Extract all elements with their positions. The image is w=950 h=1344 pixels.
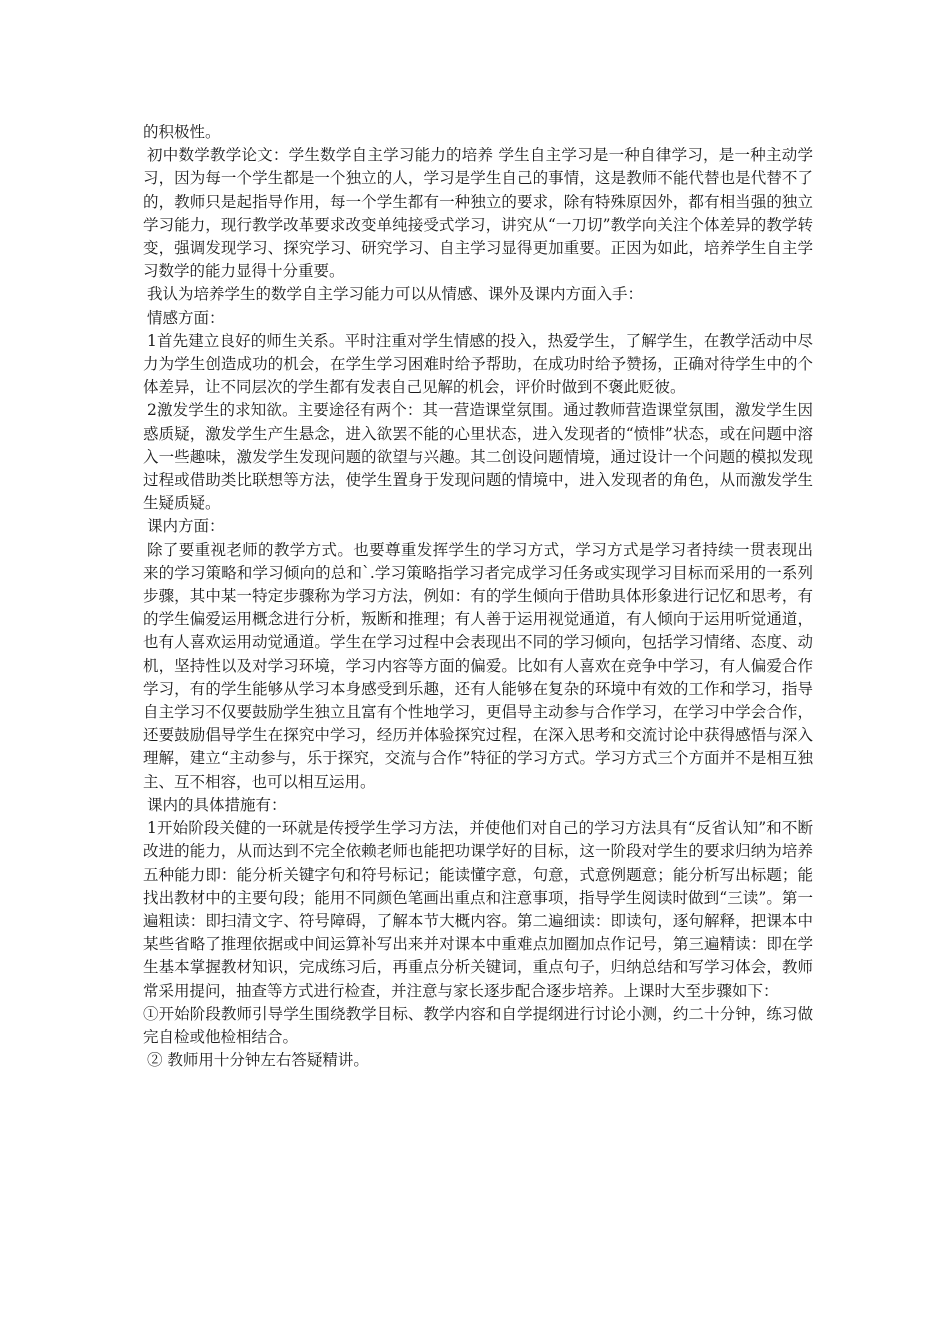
- paragraph-emotion-2: 2激发学生的求知欲。主要途径有两个：其一营造课堂氛围。通过教师营造课堂氛围，激发学生因惑质疑，激发学生产生悬念，进入欲罢不能的心里状态，进入发现者的“愤悱”状态，或在问题中溶入一些趣味，激发学生发现问题的欲望与兴趣。其二创设问题情境，通过设计一个问题的模拟发现过程或借助类比联想等方法，使学生置身于发现问题的情境中，进入发现者的角色，从而激发学生生疑质疑。: [143, 401, 813, 513]
- document-body: [143, 121, 813, 1072]
- paragraph-step-1: ①开始阶段教师引导学生围绕教学目标、教学内容和自学提纲进行讨论小测，约二十分钟，练习做完自检或他检相结合。: [143, 1004, 813, 1046]
- paragraph-step-2: ② 教师用十分钟左右答疑精讲。: [147, 1051, 369, 1070]
- heading-in-class: 课内方面：: [147, 517, 225, 536]
- heading-emotion: 情感方面：: [147, 308, 225, 327]
- paragraph-intro: 初中数学教学论文：学生数学自主学习能力的培养 学生自主学习是一种自律学习，是一种主动学习，因为每一个学生都是一个独立的人，学习是学生自己的事情，这是教师不能代替也是代替不了的，教师只是起指导作用，每一个学生都有一种独立的要求，除有特殊原因外，都有相当强的独立学习能力，现行教学改革要求改变单纯接受式学习，讲究从“一刀切”教学向关注个体差异的教学转变，强调发现学习、探究学习、研究学习、自主学习显得更加重要。正因为如此，培养学生自主学习数学的能力显得十分重要。: [143, 146, 813, 281]
- paragraph-continuation: 的积极性。: [143, 123, 221, 141]
- paragraph-measure-1: 1开始阶段关健的一环就是传授学生学习方法，并使他们对自己的学习方法具有“反省认知”和不断改进的能力，从而达到不完全依赖老师也能把功课学好的目标，这一阶段对学生的要求归纳为培养五种能力即：能分析关键字句和符号标记；能读懂字意，句意，式意例题意；能分析写出标题；能找出教材中的主要句段；能用不同颜色笔画出重点和注意事项，指导学生阅读时做到“三读”。第一遍粗读：即扫清文字、符号障碍，了解本节大概内容。第二遍细读：即读句，逐句解释，把课本中某些省略了推理依据或中间运算补写出来并对课本中重难点加圈加点作记号，第三遍精读：即在学生基本掌握教材知识，完成练习后，再重点分析关键词，重点句子，归纳总结和写学习体会，教师常采用提问，抽查等方式进行检查，并注意与家长逐步配合逐步培养。上课时大至步骤如下：: [143, 819, 813, 1000]
- heading-in-class-measures: 课内的具体措施有：: [147, 795, 287, 814]
- paragraph-approach: 我认为培养学生的数学自主学习能力可以从情感、课外及课内方面入手：: [147, 285, 644, 304]
- paragraph-in-class: 除了要重视老师的教学方式。也要尊重发挥学生的学习方式，学习方式是学习者持续一贯表现出来的学习策略和学习倾向的总和`.学习策略指学习者完成学习任务或实现学习目标而采用的一系列步骤，其中某一特定步骤称为学习方法，例如：有的学生倾向于借助具体形象进行记忆和思考，有的学生偏爱运用概念进行分析，叛断和推理；有人善于运用视觉通道，有人倾向于运用听觉通道，也有人喜欢运用动觉通道。学生在学习过程中会表现出不同的学习倾向，包括学习情绪、态度、动机，坚持性以及对学习环境，学习内容等方面的偏爱。比如有人喜欢在竞争中学习，有人偏爱合作学习，有的学生能够从学习本身感受到乐趣，还有人能够在复杂的环境中有效的工作和学习，指导自主学习不仅要鼓励学生独立且富有个性地学习，更倡导主动参与合作学习，在学习中学会合作，还要鼓励倡导学生在探究中学习，经历并体验探究过程，在深入思考和交流讨论中获得感悟与深入理解，建立“主动参与，乐于探究，交流与合作”特征的学习方式。学习方式三个方面并不是相互独主、互不相容，也可以相互运用。: [143, 540, 813, 791]
- paragraph-emotion-1: 1首先建立良好的师生关系。平时注重对学生情感的投入，热爱学生，了解学生，在教学活动中尽力为学生创造成功的机会，在学生学习困难时给予帮助，在成功时给予赞扬，正确对待学生中的个体差异，让不同层次的学生都有发表自己见解的机会，评价时做到不褒此贬彼。: [143, 331, 813, 397]
